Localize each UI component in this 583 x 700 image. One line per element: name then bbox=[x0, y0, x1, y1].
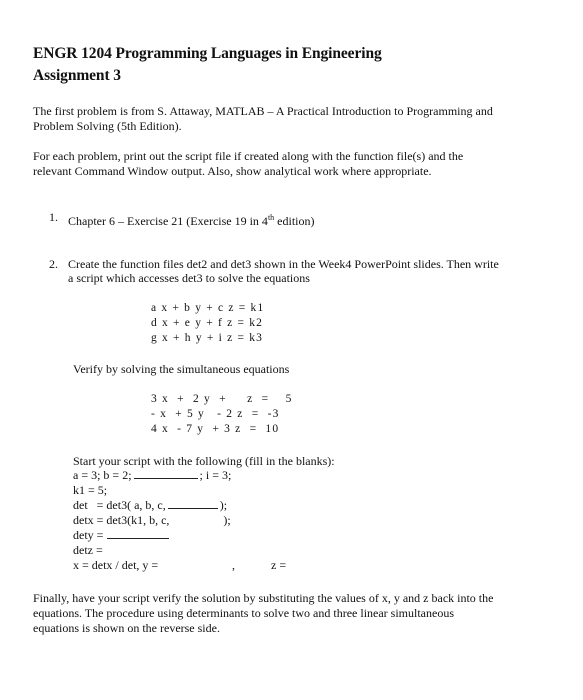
script-line-1-start: a = 3; b = 2; bbox=[73, 468, 132, 482]
assignment-title: Assignment 3 bbox=[33, 67, 121, 84]
script-line-7-z: z = bbox=[271, 558, 287, 572]
problem-1-superscript: th bbox=[267, 213, 275, 222]
script-line-4-end: ); bbox=[223, 513, 231, 527]
blank-det-args bbox=[168, 498, 218, 509]
intro-line-1: The first problem is from S. Attaway, MATLAB – A Practical Introduction to Programming and bbox=[33, 104, 493, 118]
script-line-3-end: ); bbox=[219, 498, 228, 512]
script-line-5 bbox=[73, 528, 169, 543]
numeric-equation-2: - x + 5 y - 2 z = -3 bbox=[151, 408, 280, 420]
problem-1-text-after: edition) bbox=[274, 214, 315, 228]
instructions-line-2: relevant Command Window output. Also, show analytical work where appropriate. bbox=[33, 164, 432, 178]
script-line-7-comma: , bbox=[232, 558, 235, 572]
problem-1-text-before: Chapter 6 – Exercise 21 (Exercise 19 in 4 bbox=[68, 214, 268, 228]
script-line-7-start: x = detx / det, y = bbox=[73, 558, 159, 572]
instructions-line-1: For each problem, print out the script file if created along with the function file(s) and the bbox=[33, 149, 464, 163]
symbolic-equation-3: g x + h y + i z = k3 bbox=[151, 332, 264, 344]
closing-line-1: Finally, have your script verify the solution by substituting the values of x, y and z back into the bbox=[33, 591, 494, 605]
numeric-equation-1: 3 x + 2 y + z = 5 bbox=[151, 393, 293, 405]
problem-1-text bbox=[68, 210, 315, 229]
script-line-5-label: dety = bbox=[73, 528, 104, 542]
course-title: ENGR 1204 Programming Languages in Engineering bbox=[33, 45, 382, 62]
intro-line-2: Problem Solving (5th Edition). bbox=[33, 119, 182, 133]
problem-2-line-2: a script which accesses det3 to solve the equations bbox=[68, 271, 310, 285]
script-line-4 bbox=[73, 513, 231, 528]
closing-line-3: equations is shown on the reverse side. bbox=[33, 621, 220, 635]
problem-2-line-1: Create the function files det2 and det3 shown in the Week4 PowerPoint slides. Then write bbox=[68, 257, 499, 271]
problem-2-number: 2. bbox=[49, 257, 58, 271]
script-line-1 bbox=[73, 468, 231, 483]
script-line-6: detz = bbox=[73, 543, 103, 557]
verify-text: Verify by solving the simultaneous equations bbox=[73, 362, 290, 376]
script-line-1-end: ; i = 3; bbox=[199, 468, 232, 482]
script-line-2: k1 = 5; bbox=[73, 483, 108, 497]
script-line-4-start: detx = det3(k1, b, c, bbox=[73, 513, 170, 527]
script-line-3 bbox=[73, 498, 227, 513]
script-line-3-start: det = det3( a, b, c, bbox=[73, 498, 166, 512]
problem-1-number: 1. bbox=[49, 210, 58, 224]
closing-line-2: equations. The procedure using determinants to solve two and three linear simultaneous bbox=[33, 606, 455, 620]
symbolic-equation-2: d x + e y + f z = k2 bbox=[151, 317, 264, 329]
blank-dety bbox=[107, 528, 169, 539]
symbolic-equation-1: a x + b y + c z = k1 bbox=[151, 302, 265, 314]
blank-c bbox=[134, 468, 198, 479]
numeric-equation-3: 4 x - 7 y + 3 z = 10 bbox=[151, 423, 280, 435]
start-text: Start your script with the following (fill in the blanks): bbox=[73, 454, 335, 468]
